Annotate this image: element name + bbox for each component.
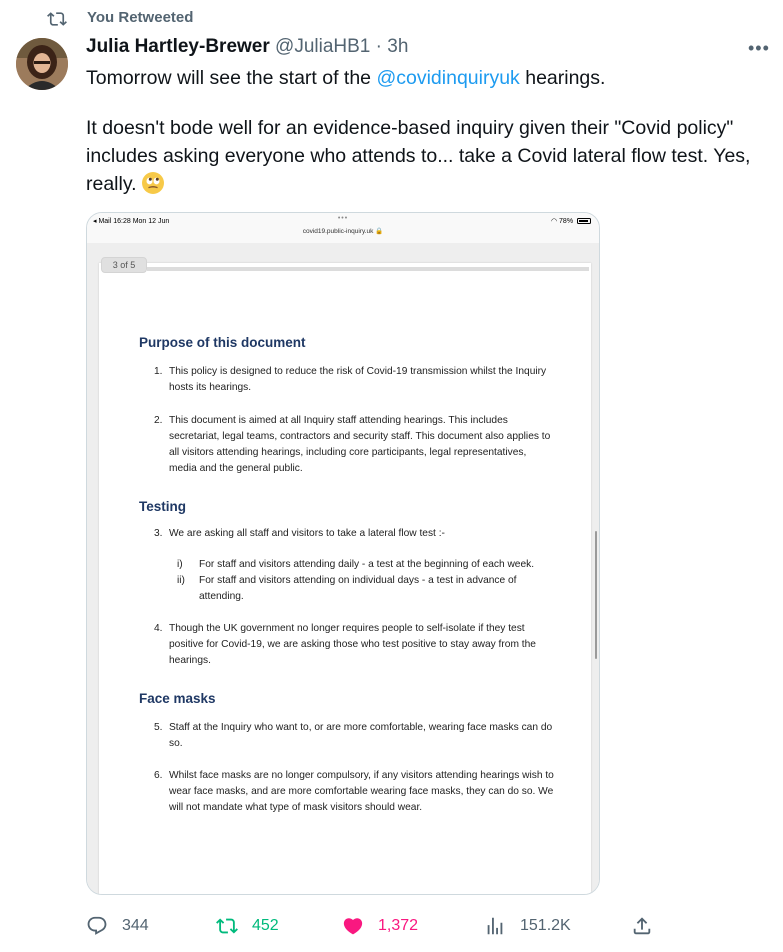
doc-item [139, 526, 559, 542]
doc-subitem [139, 573, 559, 605]
doc-item [139, 768, 559, 816]
tweet-text-prefix: Tomorrow will see the start of the [86, 67, 377, 89]
mention-link[interactable]: @covidinquiryuk [376, 67, 520, 89]
doc-item [139, 720, 559, 752]
status-url: covid19.public-inquiry.uk 🔒 [302, 228, 384, 235]
reply-count: 344 [122, 917, 149, 934]
doc-subitem-text: For staff and visitors attending on individual days - a test in advance of attending. [199, 575, 517, 602]
doc-subitem-number: i) [177, 559, 183, 570]
views-count: 151.2K [520, 917, 571, 934]
retweet-button[interactable] [216, 912, 279, 940]
doc-item-text: Whilst face masks are no longer compulsory, if any visitors attending hearings wish to wear face masks, and are more comfortable wearing face masks, they can do so. We will not mandate what type of mask visitors should wear. [169, 770, 554, 813]
retweet-active-icon [216, 915, 238, 937]
doc-item-text: Though the UK government no longer requires people to self-isolate if they test positive for Covid-19, we are asking those who test positive to stay away from the hearings. [169, 623, 536, 666]
heart-filled-icon [342, 915, 364, 937]
like-button[interactable] [342, 912, 418, 940]
separator: · [375, 36, 382, 57]
page-indicator: 3 of 5 [101, 257, 147, 273]
doc-item-text: This policy is designed to reduce the risk of Covid-19 transmission whilst the Inquiry hosts its hearings. [169, 366, 547, 393]
doc-subitem-text: For staff and visitors attending daily - a test at the beginning of each week. [199, 559, 535, 570]
tweet-paragraph-2 [86, 114, 776, 198]
doc-item-number: 2. [154, 415, 163, 426]
doc-item-text: This document is aimed at all Inquiry staff attending hearings. This includes secretariat, legal teams, contractors and security staff. This document also applies to all visitors attending hearings, including core participants, legal representatives, media and the general public. [169, 415, 551, 474]
doc-subitem [139, 557, 559, 573]
status-right [551, 217, 591, 225]
retweet-banner-text: You Retweeted [87, 9, 194, 26]
section-heading: Testing [139, 499, 186, 514]
doc-item-text: Staff at the Inquiry who want to, or are more comfortable, wearing face masks can do so. [169, 722, 553, 749]
ios-status-bar [87, 213, 599, 243]
doc-item-number: 6. [154, 770, 163, 781]
doc-item [139, 364, 559, 396]
pdf-viewer [87, 243, 599, 895]
doc-item [139, 621, 559, 669]
tweet-text-body: It doesn't bode well for an evidence-based inquiry given their "Covid policy" includes asking everyone who attends to... take a Covid lateral flow test. Yes, really. [86, 117, 751, 195]
doc-item-number: 5. [154, 722, 163, 733]
page-separator [147, 267, 589, 271]
section-heading: Purpose of this document [139, 335, 306, 350]
author-name[interactable]: Julia Hartley-Brewer [86, 36, 270, 57]
retweet-count: 452 [252, 917, 279, 934]
eye-roll-emoji-icon [142, 172, 164, 194]
doc-item [139, 413, 559, 477]
wifi-icon: ◠ [550, 218, 558, 225]
author-handle[interactable]: @JuliaHB1 [275, 36, 371, 57]
document-page [99, 263, 591, 895]
battery-percent: 78% [559, 218, 574, 225]
views-button[interactable] [484, 912, 571, 940]
document-content [139, 335, 559, 816]
section-heading: Face masks [139, 691, 216, 706]
tweet-header [86, 36, 408, 60]
doc-item-number: 1. [154, 366, 163, 377]
doc-item-number: 3. [154, 528, 163, 539]
tweet-paragraph-1 [86, 64, 776, 92]
scrollbar-thumb[interactable] [595, 531, 597, 659]
like-count: 1,372 [378, 917, 419, 934]
retweet-icon [47, 9, 67, 29]
doc-item-text: We are asking all staff and visitors to take a lateral flow test :- [169, 528, 445, 539]
doc-item-number: 4. [154, 623, 163, 634]
tweet-text-suffix: hearings. [519, 67, 606, 89]
battery-icon [577, 218, 591, 224]
more-options-icon[interactable]: ••• [748, 38, 770, 58]
views-chart-icon [484, 915, 506, 937]
tweet-actions [86, 912, 686, 940]
status-dots: ••• [337, 215, 349, 222]
share-icon [631, 915, 653, 937]
tweet-media-image[interactable] [86, 212, 600, 895]
reply-icon [86, 915, 108, 937]
tweet-text [86, 64, 776, 198]
avatar[interactable] [16, 38, 68, 90]
doc-subitem-number: ii) [177, 575, 185, 586]
share-button[interactable] [631, 912, 653, 940]
reply-button[interactable] [86, 912, 149, 940]
tweet-time[interactable]: 3h [387, 36, 409, 57]
status-left: ◂ Mail 16:28 Mon 12 Jun [93, 218, 170, 225]
